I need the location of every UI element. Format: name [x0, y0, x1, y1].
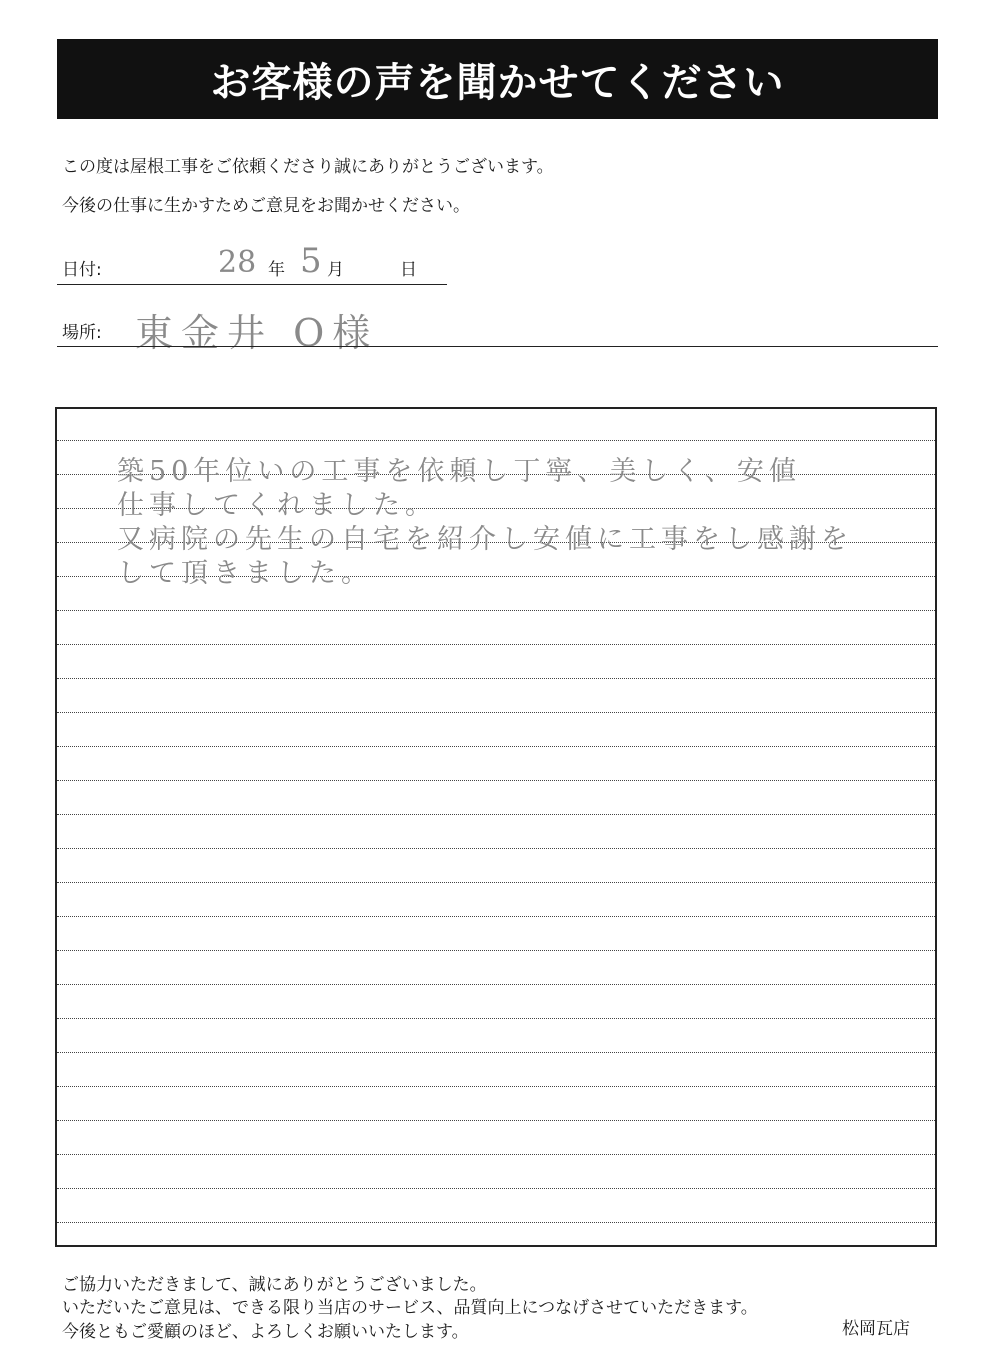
comment-line-1: 築50年位いの工事を依頼し丁寧、美しく、安値 — [117, 456, 801, 487]
ruled-line — [57, 610, 935, 611]
date-day-unit: 日 — [400, 260, 417, 280]
place-value: 東金井 O様 — [135, 311, 379, 355]
comment-line-2: 仕事してくれました。 — [117, 490, 437, 521]
place-underline — [57, 346, 938, 347]
comment-line-4: して頂きました。 — [117, 558, 373, 589]
comment-line-3: 又病院の先生の自宅を紹介し安値に工事をし感謝を — [117, 524, 853, 555]
closing-line-1: ご協力いただきまして、誠にありがとうございました。 — [62, 1275, 487, 1295]
ruled-line — [57, 644, 935, 645]
page-title: お客様の声を聞かせてください — [210, 59, 785, 106]
shop-name: 松岡瓦店 — [842, 1319, 910, 1339]
comment-box — [55, 407, 937, 1247]
ruled-line — [57, 746, 935, 747]
ruled-line — [57, 1018, 935, 1019]
ruled-line — [57, 678, 935, 679]
ruled-line — [57, 1188, 935, 1189]
intro-line-1: この度は屋根工事をご依頼くださり誠にありがとうございます。 — [62, 157, 554, 177]
ruled-line — [57, 1052, 935, 1053]
intro-line-2: 今後の仕事に生かすためご意見をお聞かせください。 — [62, 196, 470, 216]
ruled-line — [57, 882, 935, 883]
date-year-value: 28 — [218, 245, 257, 280]
ruled-line — [57, 1086, 935, 1087]
ruled-line — [57, 848, 935, 849]
date-month-unit: 月 — [327, 260, 344, 280]
closing-line-2: いただいたご意見は、できる限り当店のサービス、品質向上につなげさせていただきます。 — [62, 1298, 758, 1318]
ruled-line — [57, 440, 935, 441]
title-banner — [57, 39, 938, 119]
ruled-line — [57, 916, 935, 917]
date-year-unit: 年 — [268, 260, 285, 280]
ruled-line — [57, 712, 935, 713]
date-label: 日付: — [62, 260, 102, 280]
ruled-line — [57, 1154, 935, 1155]
closing-line-3: 今後ともご愛顧のほど、よろしくお願いいたします。 — [62, 1322, 469, 1342]
place-label: 場所: — [62, 323, 102, 343]
date-underline — [57, 284, 447, 285]
ruled-line — [57, 1120, 935, 1121]
ruled-line — [57, 950, 935, 951]
ruled-line — [57, 1222, 935, 1223]
ruled-line — [57, 780, 935, 781]
ruled-line — [57, 814, 935, 815]
ruled-line — [57, 984, 935, 985]
date-month-value: 5 — [300, 241, 322, 281]
